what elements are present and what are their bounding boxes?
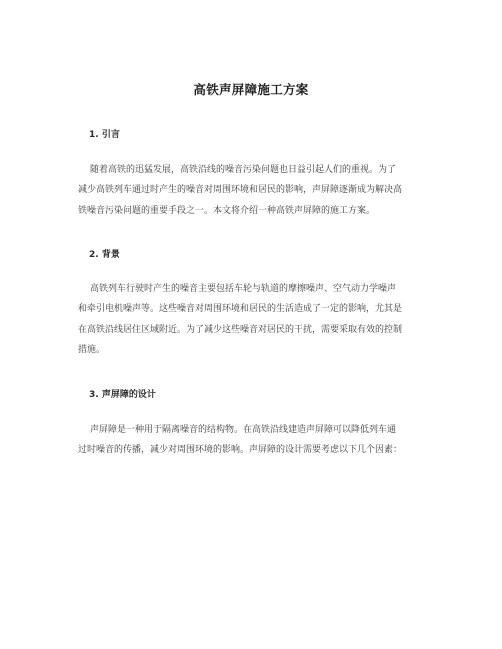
- section-paragraph-introduction: [78, 160, 429, 221]
- paragraph-line: 过时噪音的传播，减少对周围环境的影响。声屏障的设计需要考虑以下几个因素：: [78, 445, 403, 456]
- paragraph-line: 在高铁沿线居住区域附近。为了减少这些噪音对居民的干扰，需要采取有效的控制: [78, 324, 403, 335]
- paragraph-line: 铁噪音污染问题的重要手段之一。本文将介绍一种高铁声屏障的施工方案。: [78, 205, 376, 216]
- section-heading-background: 2. 背景: [89, 250, 120, 260]
- section-paragraph-background: [78, 279, 429, 360]
- paragraph-line: 措施。: [78, 344, 106, 355]
- section-heading-barrier-design: 3. 声屏障的设计: [89, 390, 156, 400]
- section-heading-introduction: 1. 引言: [89, 130, 120, 140]
- paragraph-line: 随着高铁的迅猛发展，高铁沿线的噪音污染问题也日益引起人们的重视。为了: [90, 165, 397, 175]
- section-paragraph-barrier-design: [78, 420, 429, 461]
- paragraph-line: 减少高铁列车通过时产生的噪音对周围环境和居民的影响，声屏障逐渐成为解决高: [78, 185, 403, 196]
- paragraph-line: 声屏障是一种用于隔离噪音的结构物。在高铁沿线建造声屏障可以降低列车通: [90, 425, 397, 435]
- paragraph-line: 和牵引电机噪声等。这些噪音对周围环境和居民的生活造成了一定的影响，尤其是: [78, 304, 403, 315]
- paragraph-line: 高铁列车行驶时产生的噪音主要包括车轮与轨道的摩擦噪声、空气动力学噪声: [90, 284, 397, 294]
- document-title: 高铁声屏障施工方案: [193, 82, 309, 97]
